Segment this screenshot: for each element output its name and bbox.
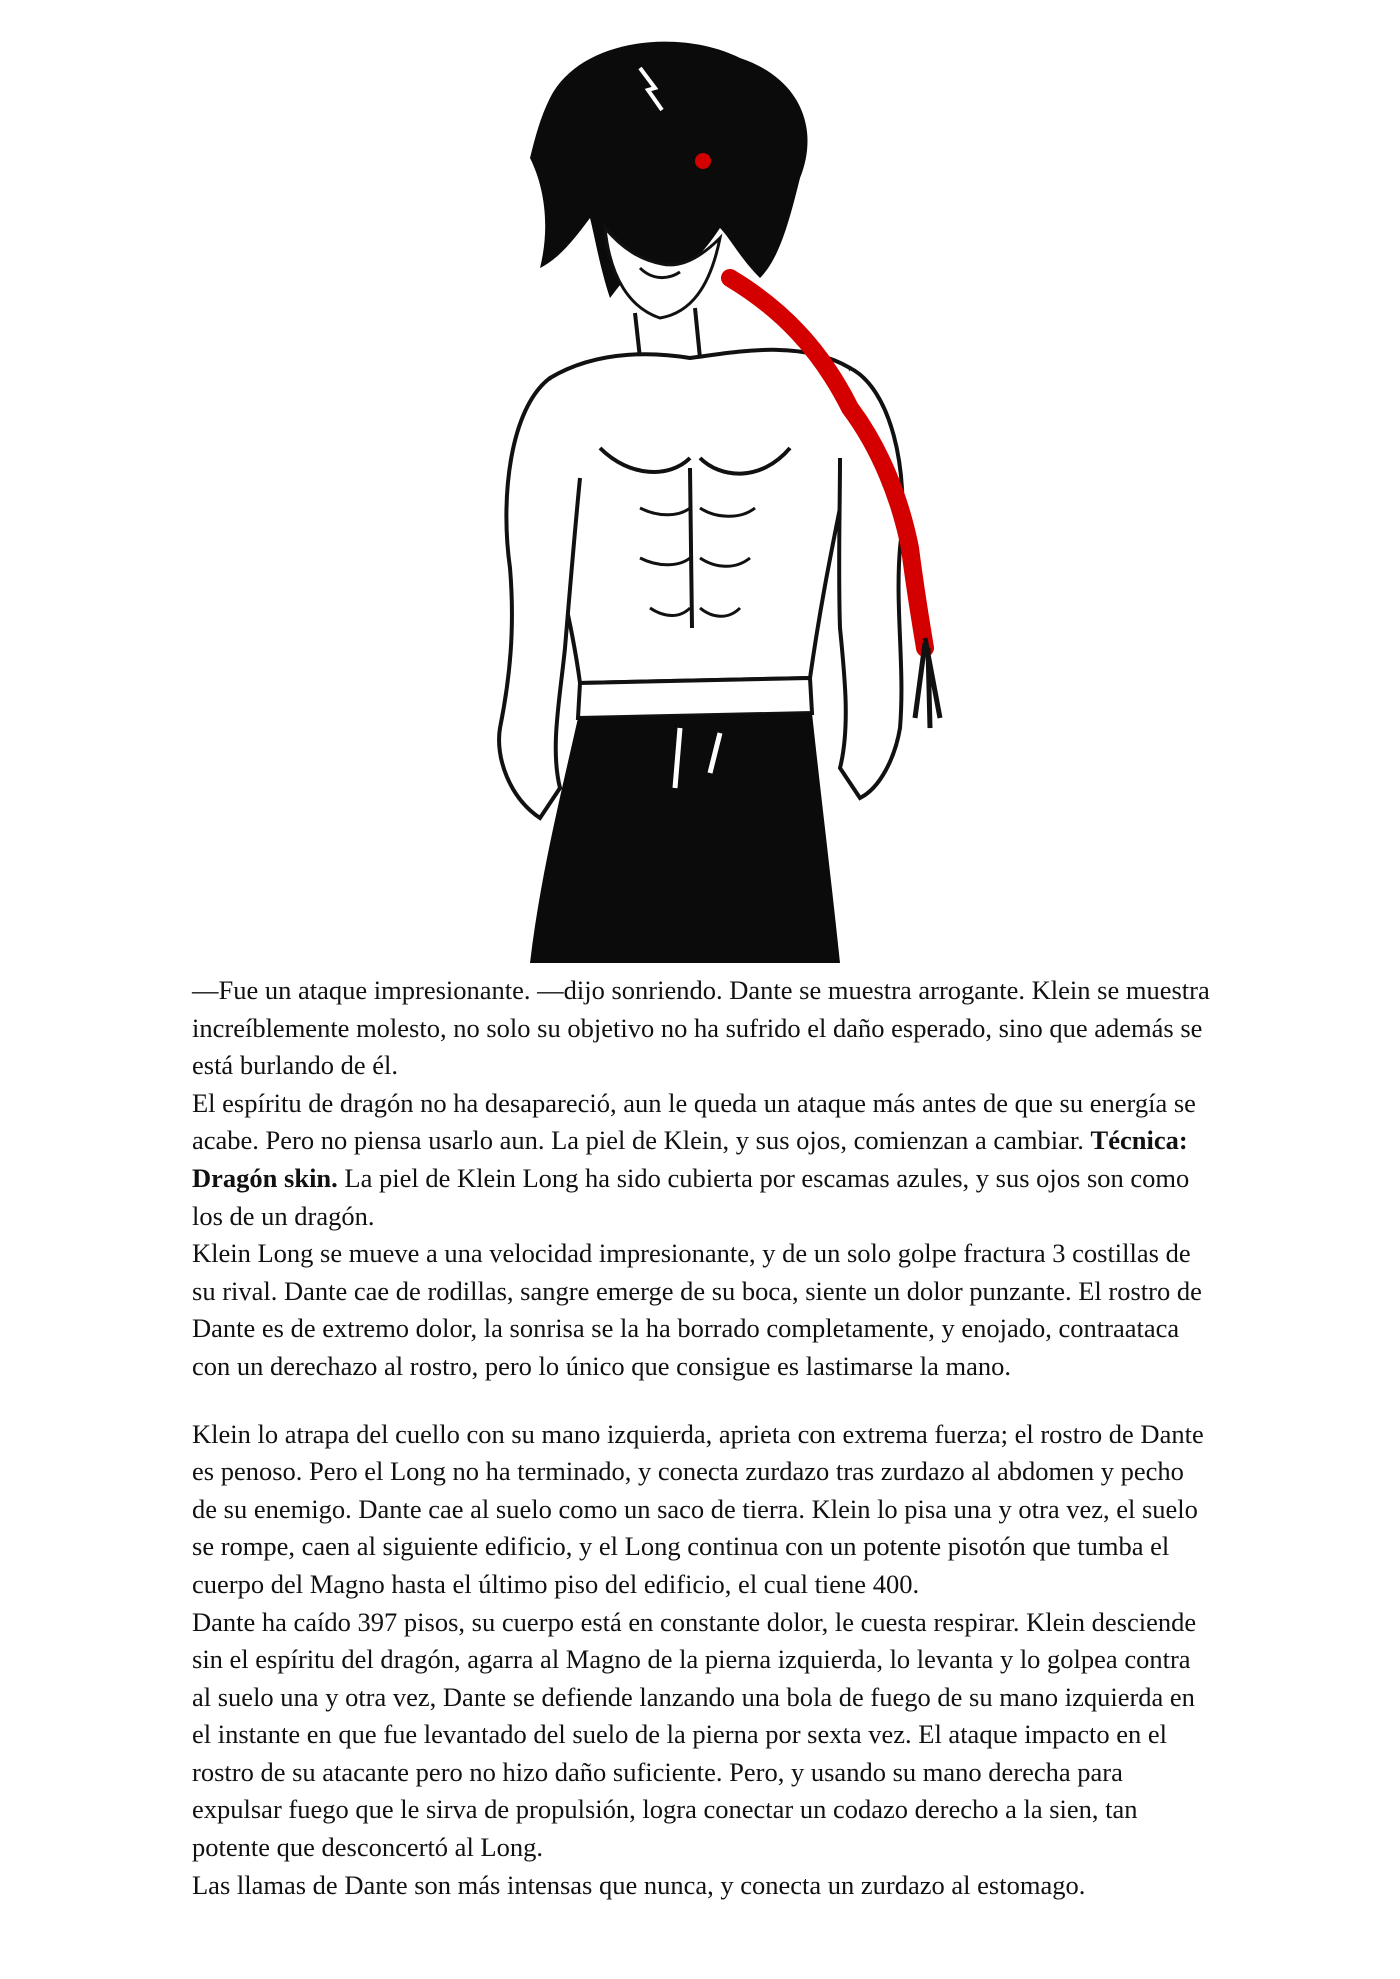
- paragraph-6: Las llamas de Dante son más intensas que nunca, y conecta un zurdazo al estomago.: [192, 1869, 1086, 1900]
- paragraph-4: Klein lo atrapa del cuello con su mano izquierda, aprieta con extrema fuerza; el rostro de Dante es penoso. Pero el Long no ha terminado, y conecta zurdazo tras zurdazo al abdomen y pecho de su enemigo. Dante cae al suelo como un saco de tierra. Klein lo pisa una y otra vez, el suelo se rompe, caen al siguiente edificio, y el Long continua con un potente pisotón que tumba el cuerpo del Magno hasta el último piso del edificio, el cual tiene 400.: [192, 1418, 1204, 1599]
- paragraph-2: [192, 1085, 1212, 1235]
- paragraph-3: Klein Long se mueve a una velocidad impresionante, y de un solo golpe fractura 3 costillas de su rival. Dante cae de rodillas, sangre emerge de su boca, siente un dolor punzante. El rostro de Dante es de extremo dolor, la sonrisa se la ha borrado completamente, y enojado, contraataca con un derechazo al rostro, pero lo único que consigue es lastimarse la mano.: [192, 1238, 1202, 1381]
- paragraph-2-after: La piel de Klein Long ha sido cubierta por escamas azules, y sus ojos son como los de un dragón.: [192, 1162, 1190, 1231]
- paragraph-1: —Fue un ataque impresionante. —dijo sonriendo. Dante se muestra arrogante. Klein se muestra increíblemente molesto, no solo su objetivo no ha sufrido el daño esperado, sino que además se está burlando de él.: [192, 975, 1210, 1081]
- paragraph-gap: [192, 1386, 1212, 1416]
- technique-name: Técnica: Dragón skin.: [192, 1125, 1188, 1193]
- paragraph-2-before: El espíritu de dragón no ha desapareció, aun le queda un ataque más antes de que su energía se acabe. Pero no piensa usarlo aun. La piel de Klein, y sus ojos, comienzan a cambiar.: [192, 1087, 1196, 1156]
- story-text: [192, 972, 1212, 1904]
- shirtless-character-drawing-icon: [400, 28, 1080, 963]
- character-illustration: [400, 28, 1080, 963]
- paragraph-5: Dante ha caído 397 pisos, su cuerpo está en constante dolor, le cuesta respirar. Klein desciende sin el espíritu del dragón, agarra al Magno de la pierna izquierda, lo levanta y lo golpea contra al suelo una y otra vez, Dante se defiende lanzando una bola de fuego de su mano izquierda en el instante en que fue levantado del suelo de la pierna por sexta vez. El ataque impacto en el rostro de su atacante pero no hizo daño suficiente. Pero, y usando su mano derecha para expulsar fuego que le sirva de propulsión, logra conectar un codazo derecho a la sien, tan potente que desconcertó al Long.: [192, 1606, 1197, 1863]
